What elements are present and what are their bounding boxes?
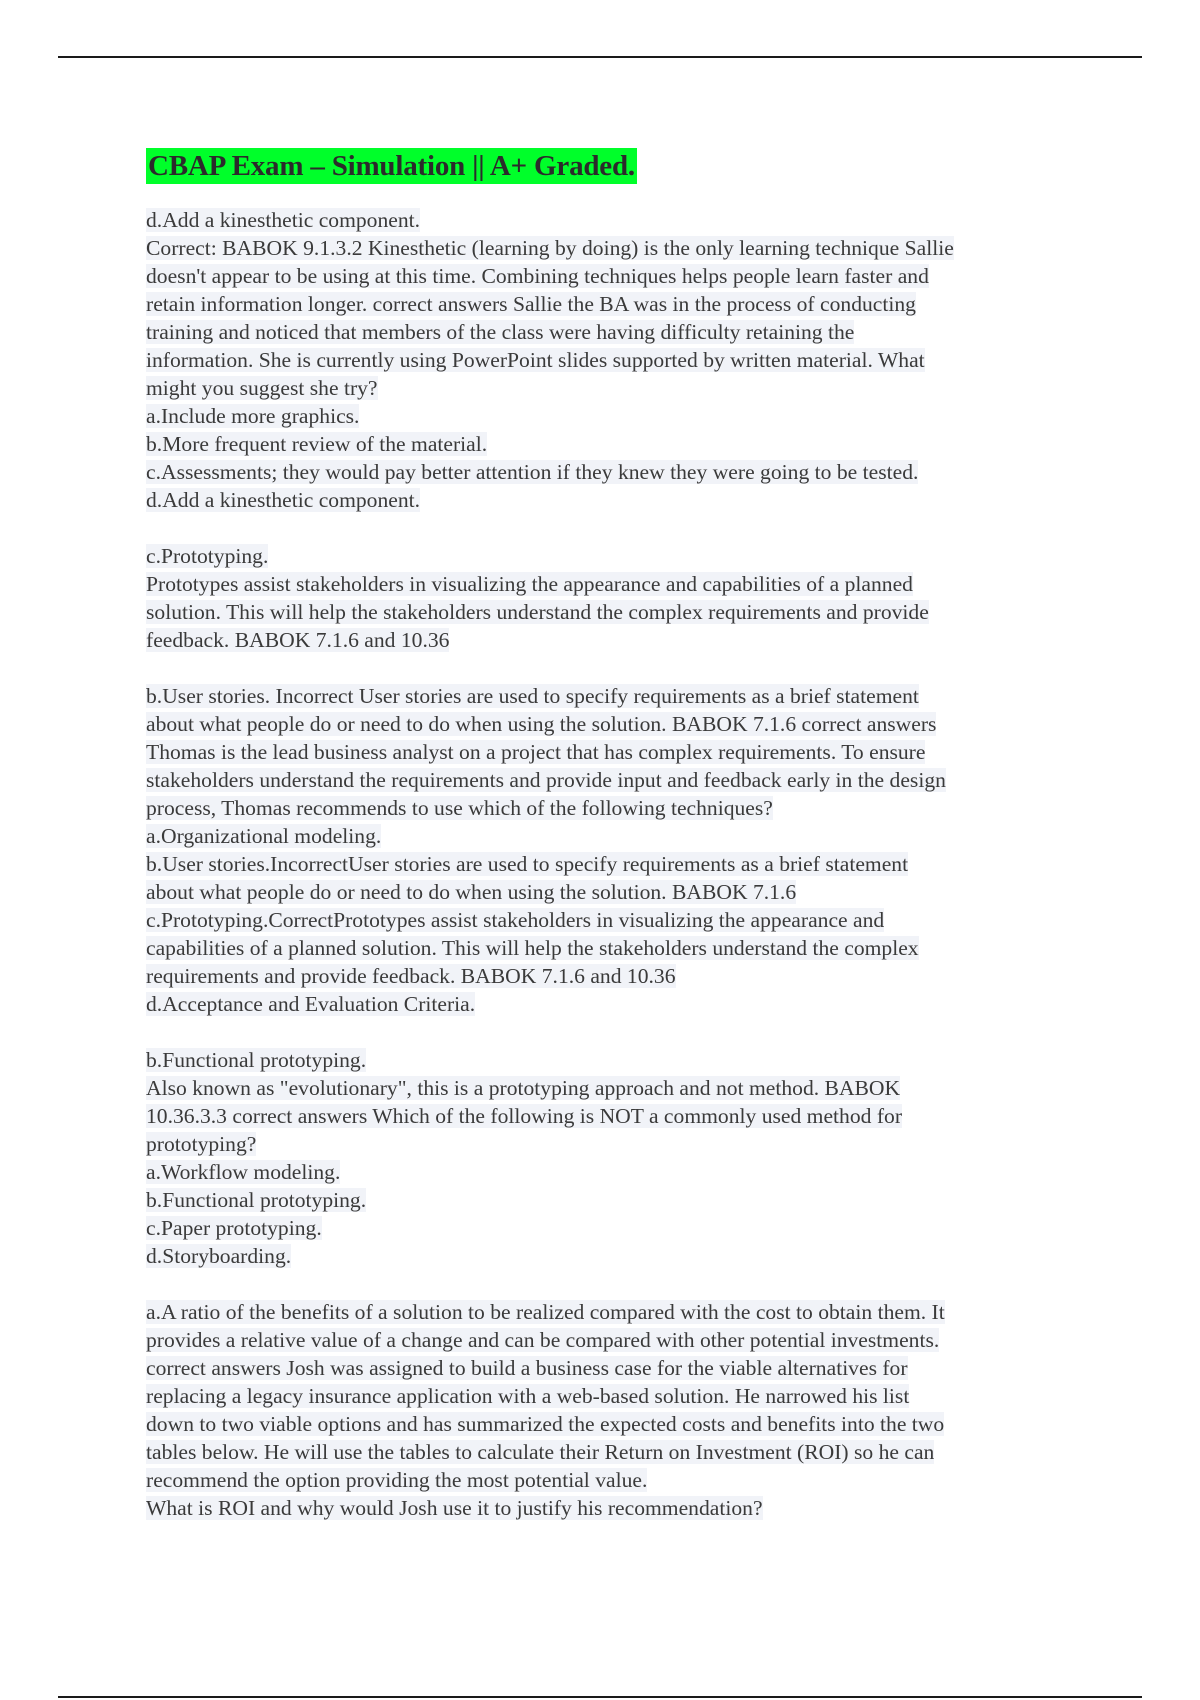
- text-line: [146, 374, 1066, 402]
- text-line: [146, 1494, 1066, 1522]
- text-line-content: requirements and provide feedback. BABOK 7.1.6 and 10.36: [146, 964, 676, 988]
- text-line-content: provides a relative value of a change and can be compared with other potential investments.: [146, 1328, 940, 1352]
- text-line-content: doesn't appear to be using at this time. Combining techniques helps people learn faster and: [146, 264, 929, 288]
- text-line: [146, 1074, 1066, 1102]
- text-line-content: retain information longer. correct answers Sallie the BA was in the process of conducting: [146, 292, 916, 316]
- document-body: [146, 148, 1066, 1550]
- text-line-content: process, Thomas recommends to use which of the following techniques?: [146, 796, 773, 820]
- text-block: [146, 682, 1066, 1018]
- text-line: [146, 962, 1066, 990]
- text-line-content: c.Assessments; they would pay better attention if they knew they were going to be tested.: [146, 460, 919, 484]
- text-line: [146, 1354, 1066, 1382]
- text-line: [146, 1410, 1066, 1438]
- text-line: [146, 1130, 1066, 1158]
- text-line-content: Also known as "evolutionary", this is a prototyping approach and not method. BABOK: [146, 1076, 901, 1100]
- text-line: [146, 850, 1066, 878]
- text-line-content: Thomas is the lead business analyst on a project that has complex requirements. To ensure: [146, 740, 926, 764]
- text-line-content: 10.36.3.3 correct answers Which of the following is NOT a commonly used method for: [146, 1104, 903, 1128]
- text-line: [146, 1466, 1066, 1494]
- text-line-content: might you suggest she try?: [146, 376, 378, 400]
- text-line: [146, 1186, 1066, 1214]
- text-line-content: d.Add a kinesthetic component.: [146, 208, 421, 232]
- text-line-content: about what people do or need to do when using the solution. BABOK 7.1.6 correct answers: [146, 712, 937, 736]
- text-line-content: d.Add a kinesthetic component.: [146, 488, 421, 512]
- text-line: [146, 1046, 1066, 1074]
- text-line-content: training and noticed that members of the class were having difficulty retaining the: [146, 320, 855, 344]
- text-line-content: b.User stories. Incorrect User stories are used to specify requirements as a brief statement: [146, 684, 919, 708]
- text-line: [146, 1242, 1066, 1270]
- header-rule: [58, 56, 1142, 58]
- text-line-content: What is ROI and why would Josh use it to justify his recommendation?: [146, 1496, 763, 1520]
- text-line: [146, 990, 1066, 1018]
- text-line-content: c.Prototyping.: [146, 544, 269, 568]
- text-line: [146, 710, 1066, 738]
- text-block: [146, 1046, 1066, 1270]
- text-line-content: Prototypes assist stakeholders in visualizing the appearance and capabilities of a planned: [146, 572, 913, 596]
- text-line-content: capabilities of a planned solution. This will help the stakeholders understand the complex: [146, 936, 919, 960]
- text-block: [146, 206, 1066, 514]
- text-line: [146, 1214, 1066, 1242]
- text-line-content: solution. This will help the stakeholders understand the complex requirements and provide: [146, 600, 929, 624]
- document-blocks: [146, 206, 1066, 1522]
- text-line-content: b.User stories.IncorrectUser stories are used to specify requirements as a brief statement: [146, 852, 909, 876]
- text-line: [146, 1326, 1066, 1354]
- text-line-content: recommend the option providing the most potential value.: [146, 1468, 648, 1492]
- text-line-content: tables below. He will use the tables to calculate their Return on Investment (ROI) so he can: [146, 1440, 935, 1464]
- text-line: [146, 822, 1066, 850]
- text-line: [146, 1438, 1066, 1466]
- text-line-content: b.Functional prototyping.: [146, 1188, 367, 1212]
- text-line-content: d.Acceptance and Evaluation Criteria.: [146, 992, 476, 1016]
- text-line: [146, 206, 1066, 234]
- text-line: [146, 934, 1066, 962]
- text-line: [146, 1382, 1066, 1410]
- text-line-content: replacing a legacy insurance application with a web-based solution. He narrowed his list: [146, 1384, 910, 1408]
- text-line-content: a.Include more graphics.: [146, 404, 360, 428]
- text-block: [146, 1298, 1066, 1522]
- text-line-content: Correct: BABOK 9.1.3.2 Kinesthetic (learning by doing) is the only learning technique Sallie: [146, 236, 954, 260]
- text-line: [146, 430, 1066, 458]
- text-line-content: d.Storyboarding.: [146, 1244, 292, 1268]
- document-title: CBAP Exam – Simulation || A+ Graded.: [148, 150, 635, 182]
- text-line-content: a.Workflow modeling.: [146, 1160, 341, 1184]
- text-line-content: stakeholders understand the requirements and provide input and feedback early in the design: [146, 768, 946, 792]
- text-line: [146, 1158, 1066, 1186]
- text-line: [146, 402, 1066, 430]
- text-line-content: c.Paper prototyping.: [146, 1216, 322, 1240]
- footer-rule: [58, 1696, 1142, 1698]
- text-line-content: information. She is currently using PowerPoint slides supported by written material. What: [146, 348, 925, 372]
- text-line: [146, 794, 1066, 822]
- text-line-content: about what people do or need to do when using the solution. BABOK 7.1.6: [146, 880, 797, 904]
- text-line-content: b.Functional prototyping.: [146, 1048, 367, 1072]
- text-line: [146, 626, 1066, 654]
- text-line: [146, 458, 1066, 486]
- text-line-content: b.More frequent review of the material.: [146, 432, 488, 456]
- text-line-content: down to two viable options and has summarized the expected costs and benefits into the two: [146, 1412, 945, 1436]
- text-line: [146, 878, 1066, 906]
- text-line: [146, 1298, 1066, 1326]
- text-line: [146, 682, 1066, 710]
- text-line: [146, 234, 1066, 262]
- text-line: [146, 766, 1066, 794]
- text-block: [146, 542, 1066, 654]
- text-line: [146, 262, 1066, 290]
- text-line: [146, 486, 1066, 514]
- text-line: [146, 346, 1066, 374]
- text-line: [146, 598, 1066, 626]
- text-line-content: c.Prototyping.CorrectPrototypes assist stakeholders in visualizing the appearance and: [146, 908, 885, 932]
- text-line: [146, 570, 1066, 598]
- text-line: [146, 542, 1066, 570]
- text-line: [146, 318, 1066, 346]
- text-line-content: correct answers Josh was assigned to build a business case for the viable alternatives for: [146, 1356, 908, 1380]
- text-line-content: feedback. BABOK 7.1.6 and 10.36: [146, 628, 450, 652]
- text-line-content: a.A ratio of the benefits of a solution to be realized compared with the cost to obtain them. It: [146, 1300, 945, 1324]
- text-line: [146, 290, 1066, 318]
- text-line: [146, 738, 1066, 766]
- text-line: [146, 906, 1066, 934]
- text-line: [146, 1102, 1066, 1130]
- text-line-content: a.Organizational modeling.: [146, 824, 382, 848]
- text-line-content: prototyping?: [146, 1132, 257, 1156]
